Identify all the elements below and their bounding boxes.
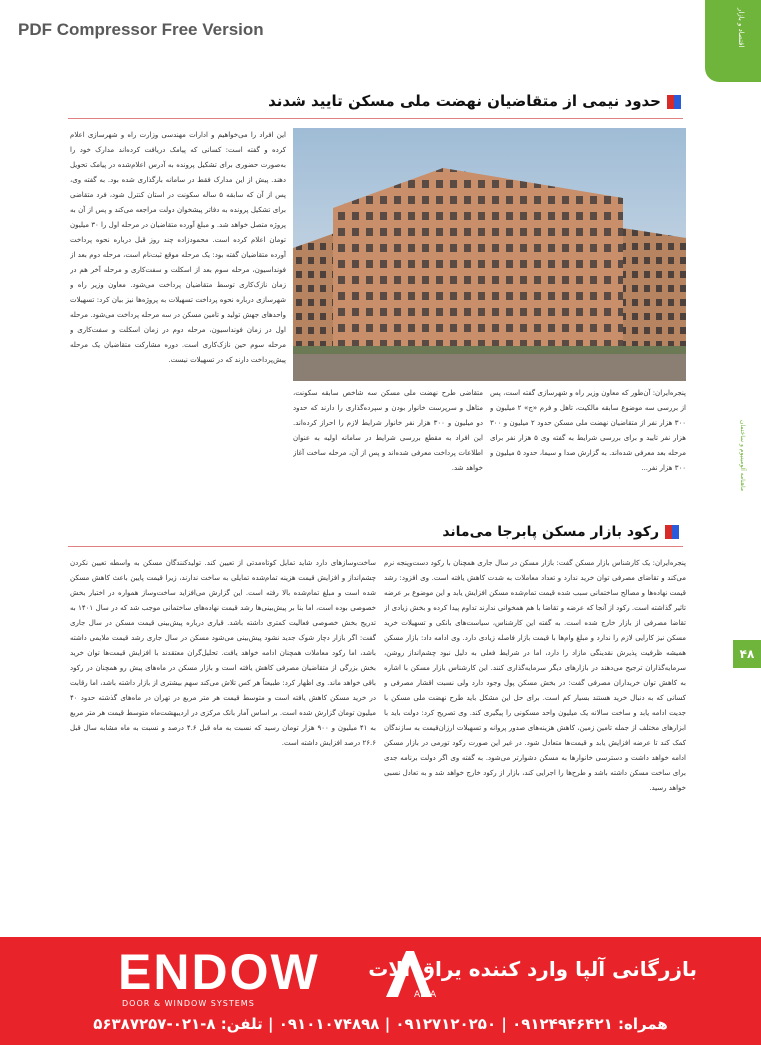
headline-logo-icon <box>667 95 681 109</box>
article2-rule <box>68 546 683 547</box>
building-photo-image <box>293 128 686 381</box>
advertisement-phones: همراه: ۰۹۱۲۴۹۴۶۴۲۱ | ۰۹۱۲۷۱۲۰۲۵۰ | ۰۹۱۰۱۰۷۴۸۹۸ | تلفن: ۸-۰۲۱-۵۶۳۸۷۲۵۷ <box>93 1015 668 1033</box>
article2-column-left: ساخت‌وسازهای دارد شاید تمایل کوتاه‌مدتی از تعیین کند. تولیدکنندگان مسکن به واسطه تعیین نکردن چشم‌انداز و افزایش قیمت هزینه تمام‌شده تمایلی به ساخت ندارند، زیرا قیمت پایین باعث کاهش مسکن شده است و مبلغ تمام‌شده بالا رفته است. این گزارش می‌افزاید ساخت‌وساز همواره در اختیار بخش خصوصی بوده است، اما بنا بر پیش‌بینی‌ها رشد قیمت نهاده‌های ساختمانی موجب شد که در سال ۱۴۰۱ به تدریج بخش خصوصی فعالیت کمتری داشته باشد. قیاری درباره پیش‌بینی قیمت مسکن در سال جاری گفت: اگر بازار دچار شوک جدید نشود پیش‌بینی می‌شود مسکن در سال جاری رشد قیمت ملایمی داشته باشد، اما رکود معاملات همچنان ادامه خواهد یافت. تحلیل‌گران معتقدند با افزایش قیمت‌ها توان خرید بخش بزرگی از متقاضیان مصرفی کاهش یافته است و بازار مسکن در ماه‌های پیش رو همچنان در رکود باقی خواهد ماند. وی اظهار کرد: طبیعتاً هر کس تلاش می‌کند سهم بیشتری از بازار داشته باشد، اما رقابت در خرید مسکن کاهش یافته است و متوسط قیمت هر متر مربع در تهران در ماه‌های گذشته حدود ۴۰ میلیون تومان گزارش شده است. بر اساس آمار بانک مرکزی در اردیبهشت‌ماه متوسط قیمت هر متر مربع به ۴۱ میلیون و ۹۰۰ هزار تومان رسید که نسبت به ماه قبل ۴.۶ درصد و نسبت به ماه مشابه سال قبل ۲۶.۶ درصد افزایش داشته است. <box>70 559 376 747</box>
building-photo <box>293 128 686 381</box>
magazine-strip-label: ماهنامه آلومینیوم و ساختمان <box>739 420 746 492</box>
endow-logo: ENDOW <box>118 944 320 1000</box>
article1-rule <box>68 118 683 119</box>
advertisement-banner <box>0 937 761 1045</box>
magazine-strip <box>739 420 761 640</box>
article1-column-middle: متقاضی طرح نهضت ملی مسکن سه شاخص سابقه سکونت، متاهل و سرپرست خانوار بودن و سپرده‌گذاری را دارند که حدود دو میلیون و ۳۰۰ هزار نفر خانوار شرایط لازم را احراز کرده‌اند. این افراد به مقطع بررسی شرایط در سامانه اولیه به عنوان اطلاعات پرداخت معرفی شده‌اند و پس از آن، مرحله ساخت آغاز خواهد شد. <box>293 389 483 472</box>
article1-headline-text: حدود نیمی از متقاضیان نهضت ملی مسکن تایید شدند <box>268 92 661 110</box>
endow-logo-subtitle: DOOR & WINDOW SYSTEMS <box>122 999 255 1008</box>
page-number: ۴۸ <box>733 640 761 668</box>
article2-column-right: پنجره‌ایران: یک کارشناس بازار مسکن گفت: بازار مسکن در سال جاری همچنان با رکود دست‌وپنجه نرم می‌کند و تقاضای مصرفی توان خرید ندارد و تعداد معاملات به شدت کاهش یافته است. وی افزود: رشد قیمت نهاده‌ها و مصالح ساختمانی سبب شده قیمت تمام‌شده مسکن افزایش یابد و این موضوع بر عرضه تاثیر گذاشته است. رکود از آنجا که عرضه و تقاضا با هم همخوانی ندارند تداوم پیدا کرده و بخش زیادی از تقاضا مصرفی از بازار خارج شده است. به گفته این کارشناس، سیاست‌های بانکی و تسهیلات خرید مسکن نیز کارایی لازم را ندارد و مبلغ وام‌ها با قیمت بازار فاصله زیادی دارد. وی ادامه داد: بازار مسکن همیشه ظرفیت پذیرش نقدینگی مازاد را دارد، اما در شرایط فعلی به دلیل نبود چشم‌انداز روشن، سرمایه‌گذاران ترجیح می‌دهند در بازارهای دیگر سرمایه‌گذاری کنند. این کارشناس بازار مسکن با اشاره به کاهش توان خریداران مصرفی گفت: در بخش مسکن پول وجود دارد ولی نسبت اقشار مصرفی و کسانی که به دنبال خرید هستند بسیار کم است. برای حل این مشکل باید طرح نهضت ملی مسکن با جدیت ادامه یابد و ساخت سالانه یک میلیون واحد مسکونی را پیگیری کند. وی تصریح کرد: دولت باید با ابزارهای مختلف از جمله تامین زمین، کاهش هزینه‌های صدور پروانه و تسهیلات ارزان‌قیمت به سازندگان کمک کند تا عرضه افزایش یابد و قیمت‌ها متعادل شود. در غیر این صورت رکود تورمی در بازار مسکن ادامه خواهد داشت و دسترسی خانوارها به مسکن دشوارتر می‌شود. به گفته وی اگر دولت برنامه جدی برای ساخت مسکن داشته باشد و طرح‌ها را اجرایی کند، بازار از رکود خارج خواهد شد و به تعادل نسبی خواهد رسید. <box>384 559 686 792</box>
article1-headline <box>268 92 681 110</box>
section-tab-label: اقتصاد و بازار <box>737 8 745 48</box>
article2-headline <box>442 524 679 540</box>
headline-logo-icon <box>665 525 679 539</box>
article2-headline-text: رکود بازار مسکن پابرجا می‌ماند <box>442 524 659 540</box>
article1-column-right: پنجره‌ایران: آن‌طور که معاون وزیر راه و شهرسازی گفته است، پس از بررسی سه موضوع سابقه مالکیت، تاهل و فرم «ج» ۲ میلیون و ۳۰۰ هزار نفر از متقاضیان نهضت ملی مسکن حدود ۲ میلیون و ۳۰۰ هزار نفر تایید و برای بررسی شرایط به گفته وی ۵ هزار نفر برای مرحله بعد معرفی شده‌اند. به گزارش صدا و سیما، حدود ۵ میلیون و ۳۰۰ هزار نفر... <box>490 389 686 472</box>
watermark: PDF Compressor Free Version <box>18 20 264 39</box>
alpa-logo-text: ALPA <box>414 990 437 1000</box>
section-tab <box>705 0 761 82</box>
article1-column-left: این افراد را می‌خواهیم و ادارات مهندسی وزارت راه و شهرسازی اعلام کرده و گفته است: کسانی که پیامک دریافت کرده‌اند مدارک خود را به‌صورت حضوری برای تشکیل پرونده به آدرس اعلام‌شده در پیامک تحویل دهند. پیش از این مدارک فقط در سامانه بارگذاری شده بود. به گفته وی، پس از آن که سابقه ۵ ساله سکونت در استان کنترل شود، فرد متقاضی برای تشکیل پرونده به دفاتر پیشخوان دولت مراجعه می‌کند و پس از آن به پروژه متصل خواهد شد. و مبلغ آورده متقاضیان در مرحله اول را ۳۰ میلیون تومان اعلام کرده است. محمودزاده چند روز قبل درباره نحوه پرداخت آورده متقاضیان گفته بود: یک مرحله موقع ثبت‌نام است، مرحله دوم بعد از فونداسیون، مرحله سوم بعد از اسکلت و سفت‌کاری و مرحله آخر هم در زمان نازک‌کاری توسط متقاضیان پرداخت می‌شود. معاون وزیر راه و شهرسازی درباره نحوه پرداخت تسهیلات به پروژه‌ها نیز بیان کرد: تسهیلات واحدهای جهش تولید و تامین مسکن در سه مرحله پرداخت می‌شود. مرحله اول در زمان فونداسیون، مرحله دوم در زمان اسکلت و سفت‌کاری و مرحله سوم حین نازک‌کاری است. دوره مشارکت متقاضیان یک مرحله پیش‌پرداخت دارند که در تسهیلات نیست. <box>70 131 286 364</box>
advertisement-slogan: بازرگانی آلپا وارد کننده یراق آلات <box>368 957 697 981</box>
